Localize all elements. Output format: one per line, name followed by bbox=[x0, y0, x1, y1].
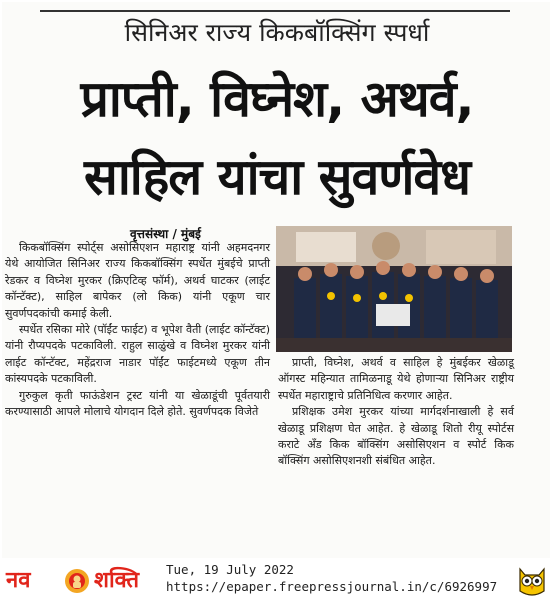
left-paragraph: किकबॉक्सिंग स्पोर्ट्स असोसिएशन महाराष्ट्र यांनी अहमदनगर येथे आयोजित सिनिअर राज्य किकबॉक्सिंग स्पर्धेत मुंबईचे प्राप्ती रेडकर व विघ्नेश मुरकर (क्रिएटिव्ह फॉर्म), अथर्व घाटकर (लाईट कॉन्टॅक्ट), साहिल बापेकर (लो किक) यांनी एकूण चार सुवर्णपदकांची कमाई केली. bbox=[5, 241, 270, 320]
goddess-emblem-icon bbox=[64, 568, 90, 598]
article-left-column bbox=[5, 240, 270, 420]
team-photo bbox=[276, 226, 512, 352]
publication-date: Tue, 19 July 2022 bbox=[166, 562, 294, 577]
top-rule bbox=[40, 10, 510, 12]
navshakti-logo bbox=[6, 566, 156, 596]
left-paragraph: गुरुकुल कृती फाऊंडेशन ट्रस्ट यांनी या खेळाडूंची पूर्वतयारी करण्यासाठी आपले मोलाचे योगदान दिले होते. सुवर्णपदक विजेते bbox=[5, 388, 270, 419]
article-right-column bbox=[278, 355, 514, 470]
logo-text-right: शक्ति bbox=[94, 568, 139, 593]
left-paragraph: स्पर्धेत रसिका मोरे (पॉईंट फाईट) व भूपेश वैती (लाईट कॉन्टॅक्ट) यांनी रौप्यपदके पटकाविली. राहुल साळुंखे व विघ्नेश मुरकर यांनी लाईट कॉन्टॅक्ट, महेंद्रराज नाडार पॉईंट फाईटमध्ये एकूण तीन कांस्यपदके पटकाविली. bbox=[5, 323, 270, 386]
epaper-url[interactable]: https://epaper.freepressjournal.in/c/6926997 bbox=[166, 579, 498, 594]
owl-icon bbox=[515, 563, 549, 603]
logo-text-left: नव bbox=[6, 568, 31, 593]
right-paragraph: प्राप्ती, विघ्नेश, अथर्व व साहिल हे मुंबईकर खेळाडू ऑगस्ट महिन्यात तामिळनाडू येथे होणाऱ्या सिनिअर राष्ट्रीय स्पर्धेत महाराष्ट्राचे प्रतिनिधित्व करणार आहेत. bbox=[278, 356, 514, 402]
article-kicker: सिनिअर राज्य किकबॉक्सिंग स्पर्धा bbox=[124, 18, 430, 47]
byline: वृत्तसंस्था / मुंबई bbox=[130, 227, 201, 241]
headline-line-1: प्राप्ती, विघ्नेश, अथर्व, bbox=[80, 70, 474, 128]
headline-line-2: साहिल यांचा सुवर्णवेध bbox=[84, 148, 470, 206]
right-paragraph: प्रशिक्षक उमेश मुरकर यांच्या मार्गदर्शनाखाली हे सर्व खेळाडू प्रशिक्षण घेत आहेत. हे खेळाडू शितो रीयू स्पोर्टस कराटे अँड किक बॉक्सिंग असोसिएशन व स्पोर्ट किक बॉक्सिंग असोसिएशनशी संबंधित आहेत. bbox=[278, 405, 514, 468]
